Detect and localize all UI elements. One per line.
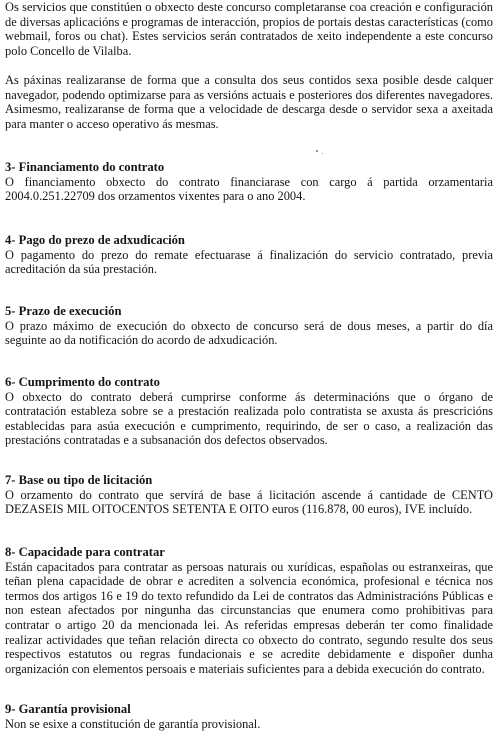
intro-paragraph-services: Os servicios que constitúen o obxecto deste concurso completaranse coa creación e configuración de diversas aplicacións e programas de interacción, propios de portais destas características (como webmail, foros ou chat). Estes servicios serán contratados de xeito independente a este concurso polo Concello de Vilalba. (5, 0, 493, 58)
section-5 (5, 304, 493, 348)
section-3 (5, 160, 493, 204)
section-heading: 7- Base ou tipo de licitación (5, 473, 153, 487)
section-7 (5, 473, 493, 517)
scan-speck (322, 153, 323, 154)
section-9 (5, 702, 493, 731)
section-body: O obxecto do contrato deberá cumprirse conforme ás determinacións que o órgano de contratación estableza sobre se a prestación realizada polo contratista se axusta ás prescricións establecidas para asúa execución e cumprimento, requirindo, de ser o caso, a realización das prestacións contratadas e a subsanación dos defectos observados. (5, 389, 493, 448)
section-body: O orzamento do contrato que servirá de base á licitación ascende á cantidade de CENTO DEZASEIS MIL OITOCENTOS SETENTA E OITO euros (116.878, 00 euros), IVE incluído. (5, 487, 493, 517)
section-body: O pagamento do prezo do remate efectuarase á finalización do servicio contratado, previa acreditación da súa prestación. (5, 247, 493, 277)
section-8 (5, 545, 493, 676)
section-heading: 6- Cumprimento do contrato (5, 375, 160, 389)
section-6 (5, 375, 493, 448)
section-4 (5, 233, 493, 277)
section-body: O financiamento obxecto do contrato financiarase con cargo á partida orzamentaria 2004.0.251.22709 dos orzamentos vixentes para o ano 2004. (5, 174, 493, 204)
section-body: O prazo máximo de execución do obxecto de concurso será de dous meses, a partir do día seguinte ao da notificación do acordo de adxudicación. (5, 318, 493, 348)
intro-paragraph-pages: As páxinas realizaranse de forma que a consulta dos seus contidos sexa posible desde calquer navegador, podendo optimizarse para as versións actuais e posteriores dos diferentes navegadores. Asimesmo, realizaranse de forma que a velocidade de descarga desde o servidor sexa a axeitada para manter o acceso operativo ás mesmas. (5, 73, 493, 131)
section-body: Non se esixe a constitución de garantía provisional. (5, 716, 261, 731)
section-heading: 4- Pago do prezo de adxudicación (5, 233, 185, 247)
scan-speck (316, 150, 318, 152)
section-heading: 8- Capacidade para contratar (5, 545, 165, 559)
section-body: Están capacitados para contratar as persoas naturais ou xurídicas, españolas ou estranxeiras, que teñan plena capacidade de obrar e acrediten a solvencia económica, profesional e técnica nos termos dos artigos 16 e 19 do texto refundido da Lei de contratos das Administracións Públicas e non estean afectados por ningunha das circunstancias que enumera como prohibitivas para contratar o artigo 20 da mencionada lei. As referidas empresas deberán ter como finalidade realizar actividades que teñan relación directa co obxecto do contrato, segundo resulte dos seus respectivos estatutos ou regras fundacionais e se acredite debidamente e dispoñer dunha organización con elementos persoais e materiais suficientes para a debida execución do contrato. (5, 559, 493, 676)
section-heading: 5- Prazo de execución (5, 304, 122, 318)
section-heading: 3- Financiamento do contrato (5, 160, 165, 174)
section-heading: 9- Garantía provisional (5, 702, 131, 716)
